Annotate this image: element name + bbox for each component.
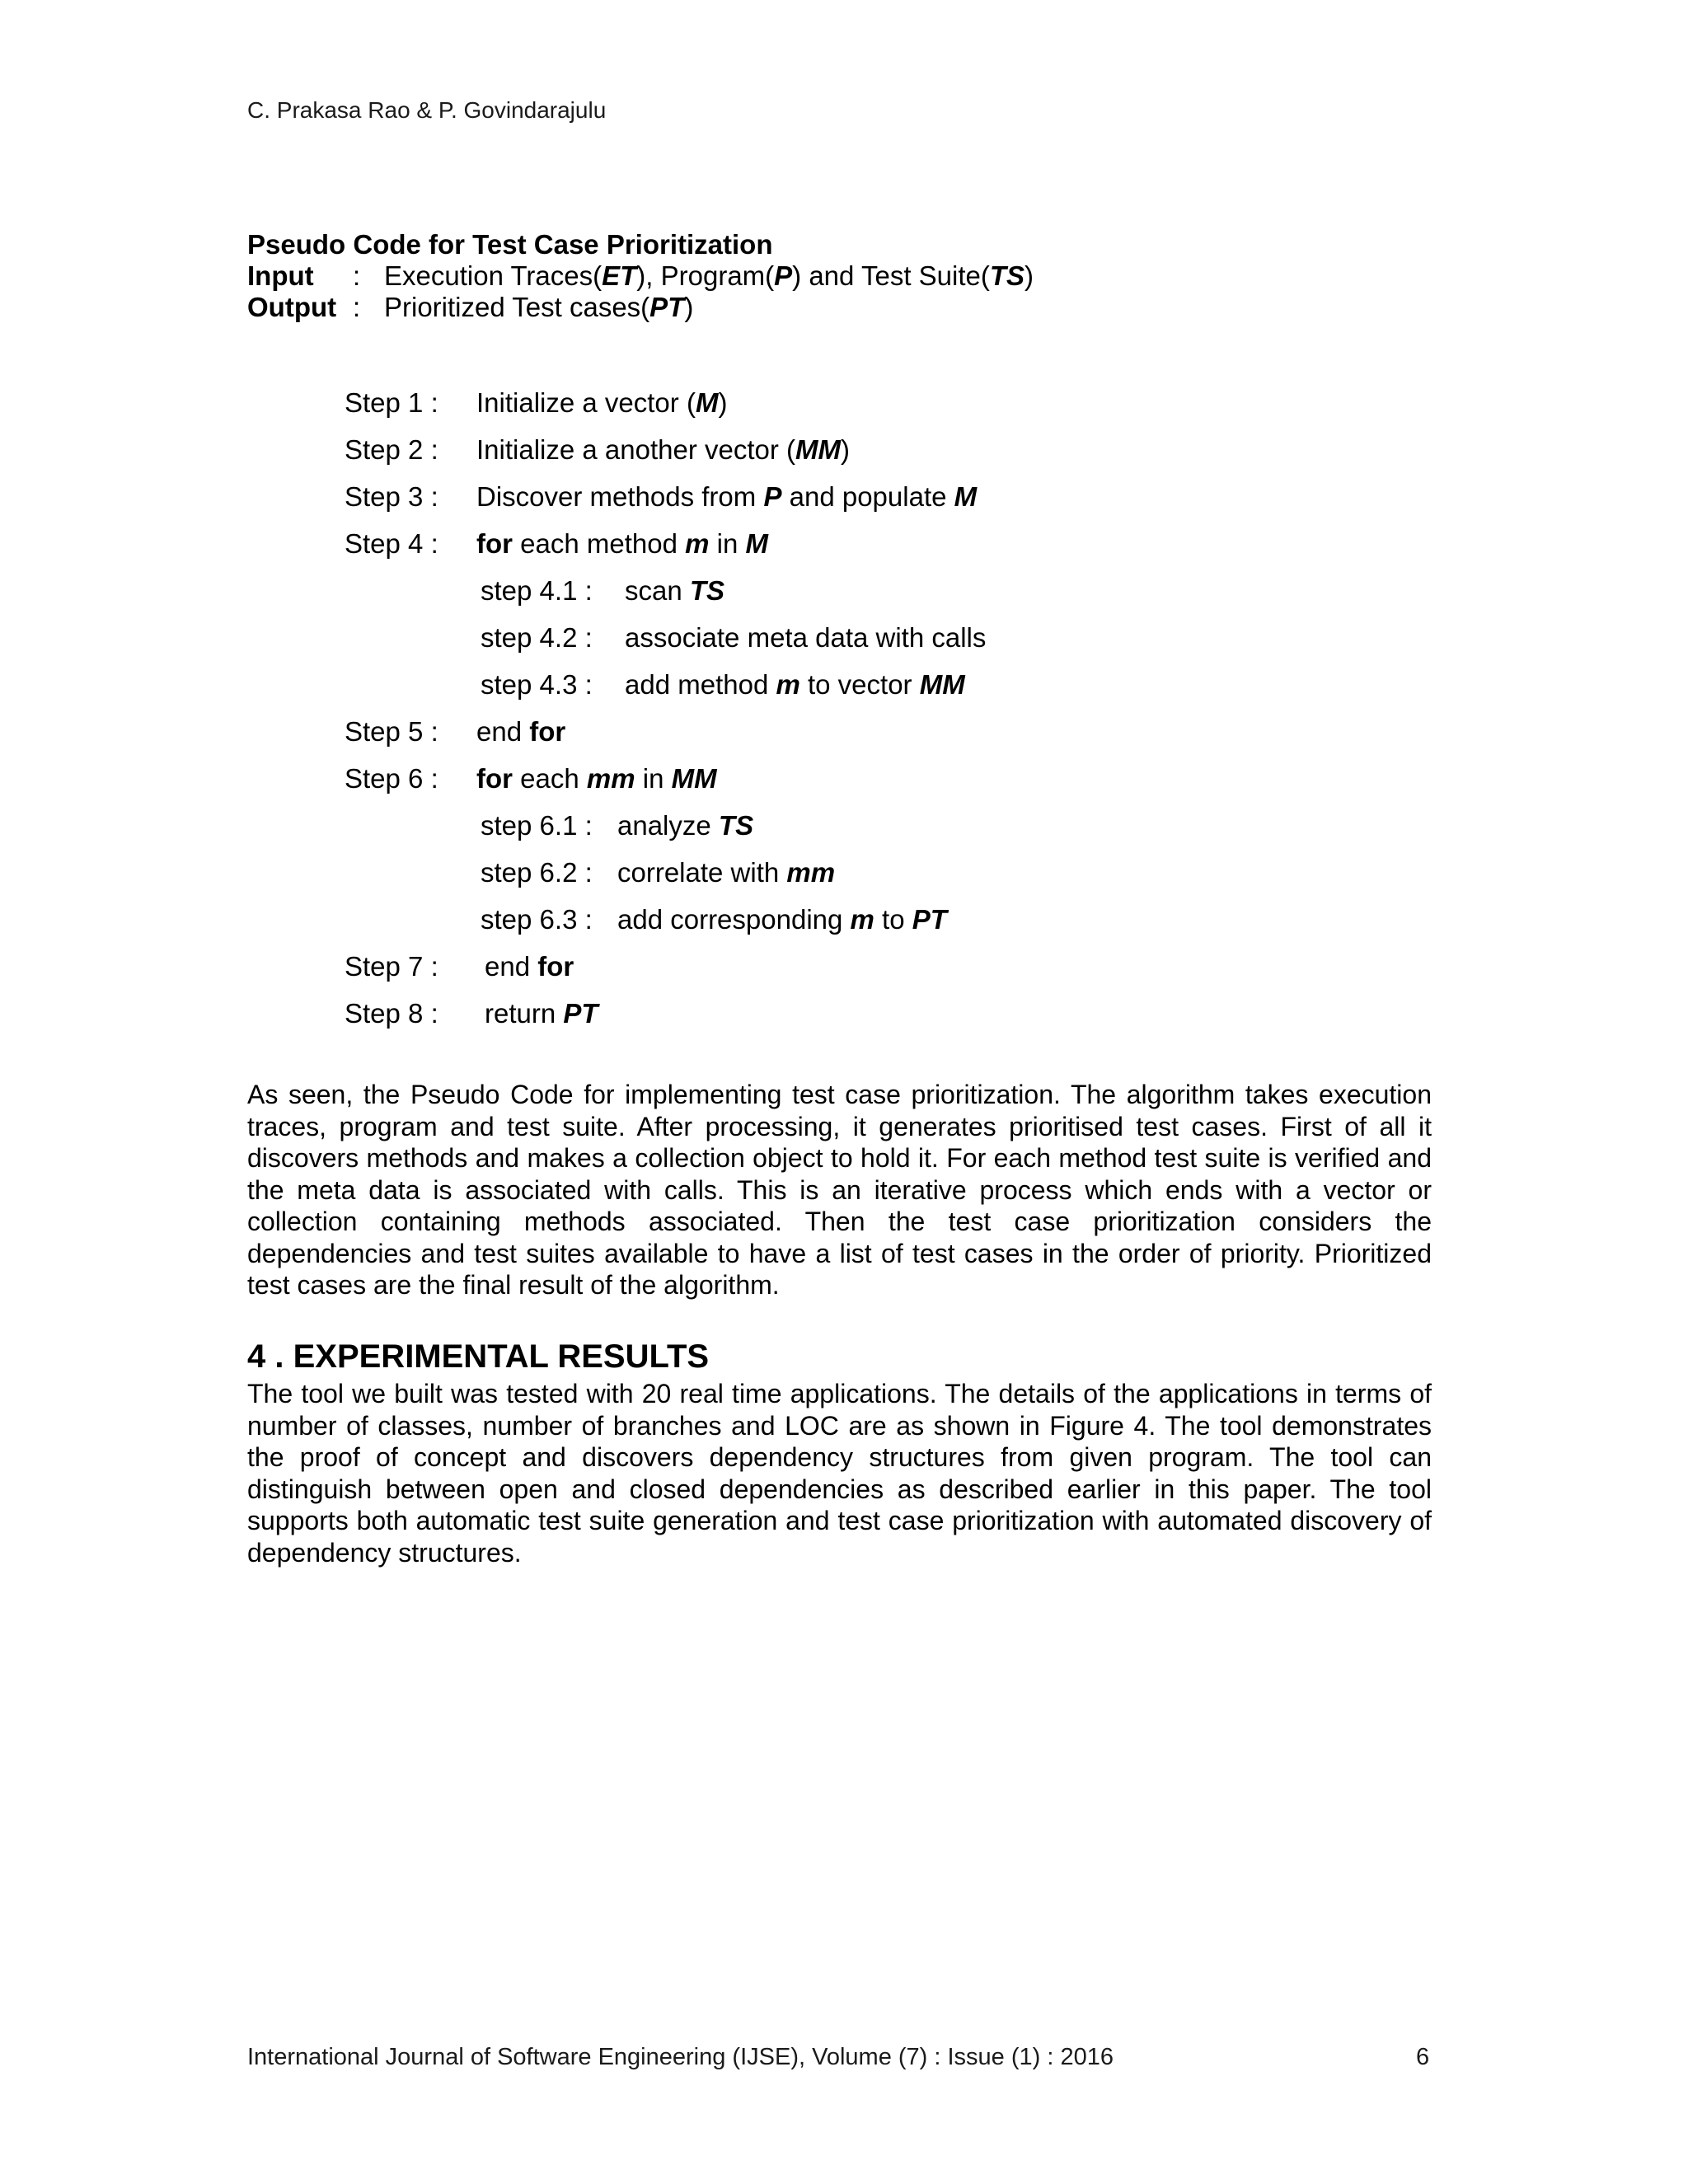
step-var: PT: [912, 904, 947, 935]
input-var-ts: TS: [989, 260, 1025, 291]
substep-row: [481, 575, 724, 607]
step-label: Step 1 :: [345, 387, 438, 418]
step-text: scan: [625, 575, 690, 606]
input-text-1: Execution Traces(: [384, 260, 603, 291]
step-row: [345, 528, 768, 560]
step-text: ): [718, 387, 728, 418]
step-row: [345, 481, 977, 513]
step-text: end: [485, 951, 538, 982]
step-label: step 6.1 :: [481, 810, 593, 841]
step-label: Step 6 :: [345, 763, 438, 794]
substep-row: [481, 810, 753, 841]
step-var: M: [695, 387, 719, 418]
step-text: to vector: [799, 669, 920, 700]
output-colon: :: [353, 292, 361, 322]
step-text: add method: [625, 669, 776, 700]
step-text: end: [476, 716, 530, 747]
body-paragraph: As seen, the Pseudo Code for implementing test case prioritization. The algorithm takes execution traces, program and test suite. After processing, it generates prioritised test cases. First of all it discovers methods and makes a collection object to hold it. For each method test suite is verified and the meta data is associated with calls. This is an iterative process which ends with a vector or collection containing methods associated. Then the test case prioritization considers the dependencies and test suites available to have a list of test cases in the order of priority. Prioritized test cases are the final result of the algorithm.: [247, 1080, 1432, 1300]
input-text-4: ): [1025, 260, 1034, 291]
step-label: Step 4 :: [345, 528, 438, 559]
step-var: M: [745, 528, 769, 559]
substep-row: [481, 622, 986, 654]
running-header-authors: C. Prakasa Rao & P. Govindarajulu: [247, 97, 607, 123]
step-keyword: for: [537, 951, 574, 982]
step-row: [345, 998, 598, 1029]
pseudocode-output-row: [247, 292, 693, 323]
step-text: ): [841, 434, 851, 465]
step-keyword: for: [529, 716, 566, 747]
step-label: step 6.3 :: [481, 904, 593, 935]
step-text: analyze: [617, 810, 719, 841]
step-var: mm: [786, 857, 836, 888]
step-text: Initialize a vector (: [476, 387, 696, 418]
step-var: m: [685, 528, 710, 559]
pseudocode-title: Pseudo Code for Test Case Prioritization: [247, 229, 773, 260]
step-var: M: [954, 481, 978, 512]
step-var: MM: [795, 434, 842, 465]
output-label: Output: [247, 292, 337, 322]
step-keyword: for: [476, 763, 513, 794]
substep-row: [481, 857, 835, 888]
step-row: [345, 387, 727, 419]
output-text-1: Prioritized Test cases(: [384, 292, 650, 322]
output-text-2: ): [684, 292, 694, 322]
input-label: Input: [247, 260, 314, 291]
input-text-2: ), Program(: [636, 260, 775, 291]
step-text: Discover methods from: [476, 481, 764, 512]
step-label: Step 8 :: [345, 998, 438, 1029]
step-text: in: [709, 528, 746, 559]
step-label: Step 5 :: [345, 716, 438, 747]
step-label: Step 3 :: [345, 481, 438, 512]
input-var-p: P: [774, 260, 793, 291]
step-text: to: [874, 904, 912, 935]
step-var: mm: [586, 763, 635, 794]
step-var: m: [776, 669, 800, 700]
step-text: correlate with: [617, 857, 787, 888]
step-text: and populate: [781, 481, 954, 512]
footer-journal-citation: International Journal of Software Engineering (IJSE), Volume (7) : Issue (1) : 2016: [247, 2044, 1114, 2070]
page-number: 6: [1416, 2044, 1430, 2070]
step-var: MM: [919, 669, 965, 700]
output-var-pt: PT: [649, 292, 685, 322]
step-label: step 6.2 :: [481, 857, 593, 888]
section-heading: 4 . EXPERIMENTAL RESULTS: [247, 1338, 710, 1375]
step-text: associate meta data with calls: [625, 622, 987, 653]
step-var: PT: [563, 998, 598, 1029]
step-row: [345, 763, 717, 794]
step-text: in: [635, 763, 672, 794]
step-row: [345, 434, 850, 466]
step-var: MM: [671, 763, 717, 794]
input-var-et: ET: [602, 260, 637, 291]
step-var: m: [850, 904, 874, 935]
step-var: TS: [718, 810, 754, 841]
step-label: Step 2 :: [345, 434, 438, 465]
input-colon: :: [353, 260, 361, 291]
step-text: each: [513, 763, 587, 794]
step-var: TS: [689, 575, 725, 606]
step-var: P: [763, 481, 782, 512]
pseudocode-input-row: [247, 260, 1034, 292]
substep-row: [481, 904, 947, 935]
step-text: each method: [513, 528, 686, 559]
step-label: step 4.3 :: [481, 669, 593, 700]
step-label: step 4.1 :: [481, 575, 593, 606]
step-label: step 4.2 :: [481, 622, 593, 653]
step-keyword: for: [476, 528, 513, 559]
step-text: Initialize a another vector (: [476, 434, 796, 465]
body-paragraph: The tool we built was tested with 20 real time applications. The details of the applications in terms of number of classes, number of branches and LOC are as shown in Figure 4. The tool demonstrates the proof of concept and discovers dependency structures from given program. The tool can distinguish between open and closed dependencies as described earlier in this paper. The tool supports both automatic test suite generation and test case prioritization with automated discovery of dependency structures.: [247, 1379, 1432, 1568]
input-text-3: ) and Test Suite(: [792, 260, 990, 291]
step-label: Step 7 :: [345, 951, 438, 982]
step-text: return: [485, 998, 564, 1029]
substep-row: [481, 669, 965, 701]
step-row: [345, 951, 574, 982]
step-row: [345, 716, 565, 748]
step-text: add corresponding: [617, 904, 851, 935]
